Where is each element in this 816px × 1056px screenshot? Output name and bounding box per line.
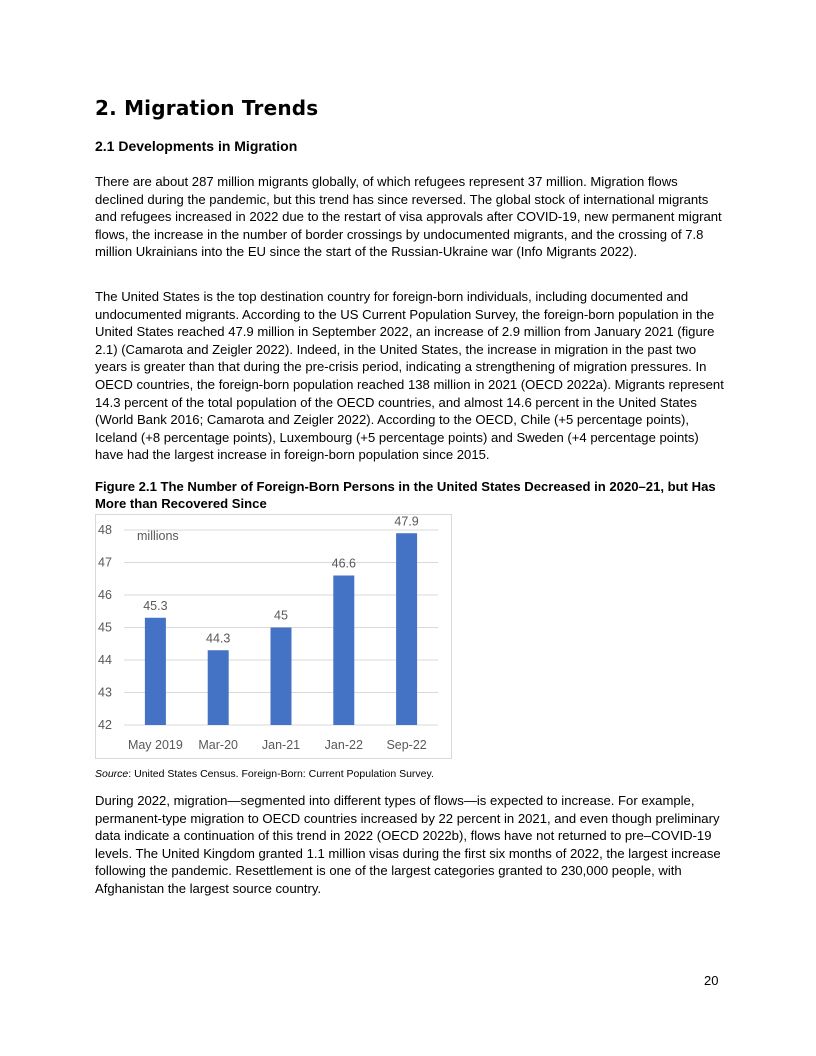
data-label: 45.3 — [143, 598, 168, 613]
subsection-heading: 2.1 Developments in Migration — [95, 138, 298, 154]
section-heading: 2. Migration Trends — [95, 96, 319, 120]
figure-caption: Figure 2.1 The Number of Foreign-Born Persons in the United States Decreased in 2020–21, but Has More than Recovered Since — [95, 479, 716, 511]
y-tick-label: 42 — [98, 718, 112, 732]
x-tick-label: Jan-21 — [261, 738, 301, 752]
y-tick-label: 44 — [98, 653, 112, 667]
bar — [396, 533, 417, 725]
page-number: 20 — [704, 973, 719, 988]
source-label: Source — [95, 768, 129, 780]
y-tick-label: 43 — [98, 685, 112, 700]
x-tick-label: May 2019 — [127, 738, 183, 752]
paragraph-2: The United States is the top destination country for foreign-born individuals, including documented and undocumented migrants. According to the US Current Population Survey, the foreign-born population in the United States reached 47.9 million in September 2022, an increase of 2.9 million from January 2021 (figure 2.1) (Camarota and Zeigler 2022). Indeed, in the United States, the increase in migration in the past two years is greater than that during the pre-crisis period, indicating a strengthening of migration pressures. In OECD countries, the foreign-born population reached 138 million in 2021 (OECD 2022a). Migrants represent 14.3 percent of the total population of the OECD countries, and almost 14.6 percent in the United States (World Bank 2016; Camarota and Zeigler 2022). According to the OECD, Chile (+5 percentage points), Iceland (+8 percentage points), Luxembourg (+5 percentage points) and Sweden (+4 percentage points) have had the largest increase in foreign-born population since 2015. — [95, 289, 724, 463]
paragraph-1: There are about 287 million migrants globally, of which refugees represent 37 million. Migration flows declined during the pandemic, but this trend has since reversed. The global stock of international migrants and refugees increased in 2022 due to the restart of visa approvals after COVID-19, new permanent migrant flows, the increase in the number of border crossings by undocumented migrants, and the crossing of 7.8 million Ukrainians into the EU since the start of the Russian-Ukraine war (Info Migrants 2022). — [95, 174, 722, 260]
x-tick-label: Jan-22 — [324, 738, 363, 752]
chart-svg — [96, 515, 451, 758]
paragraph-3: During 2022, migration—segmented into different types of flows—is expected to increase. For example, permanent-type migration to OECD countries increased by 22 percent in 2021, and even though preliminary data indicate a continuation of this trend in 2022 (OECD 2022b), flows have not returned to pre–COVID-19 levels. The United Kingdom granted 1.1 million visas during the first six months of 2022, the largest increase following the pandemic. Resettlement is one of the largest categories granted to 230,000 people, with Afghanistan the largest source country. — [95, 793, 721, 896]
data-label: 45 — [274, 608, 288, 623]
bar-chart — [95, 514, 452, 759]
bar — [208, 650, 229, 725]
source-text: : United States Census. Foreign-Born: Current Population Survey. — [128, 768, 434, 780]
y-tick-label: 47 — [98, 555, 112, 570]
figure-source — [95, 768, 434, 780]
x-tick-label: Sep-22 — [386, 738, 427, 752]
data-label: 44.3 — [206, 631, 231, 646]
y-tick-label: 46 — [98, 588, 112, 602]
unit-label: millions — [137, 529, 179, 543]
bar — [145, 618, 166, 725]
y-tick-label: 48 — [98, 523, 112, 537]
data-label: 47.9 — [394, 515, 419, 529]
bar — [333, 576, 354, 726]
data-label: 46.6 — [331, 556, 356, 571]
bar — [271, 628, 292, 726]
y-tick-label: 45 — [98, 620, 112, 635]
x-tick-label: Mar-20 — [198, 738, 238, 752]
